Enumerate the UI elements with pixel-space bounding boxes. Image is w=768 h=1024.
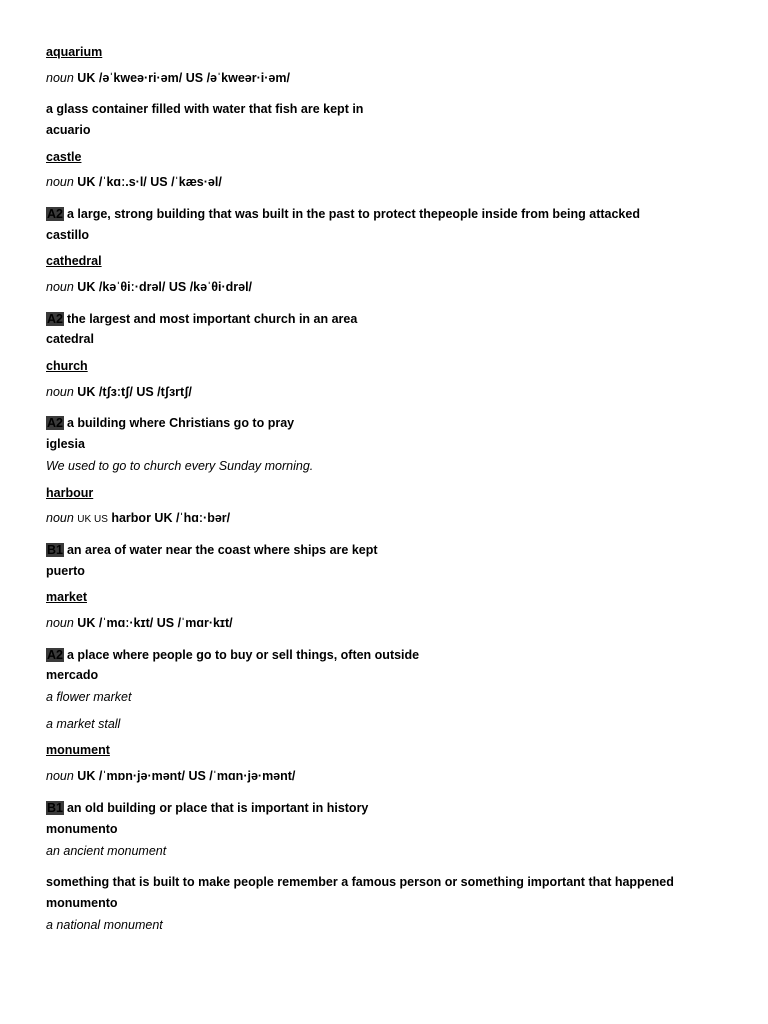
pronunciation-line [46, 510, 230, 528]
uk-ipa: /ˈmɒn·jə·mənt/ [98, 769, 185, 783]
pronunciation-line [46, 70, 290, 86]
part-of-speech: noun [46, 175, 74, 189]
example-phrase: a national monument [46, 918, 163, 932]
level-badge: A2 [47, 207, 63, 221]
definition-line [46, 800, 368, 816]
translation: acuario [46, 123, 91, 137]
uk-ipa: /ˈhɑː·bər/ [175, 511, 231, 525]
headword: harbour [46, 486, 94, 500]
translation: puerto [46, 564, 85, 578]
level-badge: A2 [47, 416, 63, 430]
part-of-speech: noun [46, 511, 74, 525]
definition-line [46, 647, 419, 663]
uk-label: UK [77, 175, 96, 189]
example-phrase: a market stall [46, 717, 121, 731]
example-phrase: an ancient monument [46, 844, 167, 858]
pronunciation-line [46, 768, 295, 784]
translation: mercado [46, 668, 99, 682]
us-ipa: /ˈkæs·əl/ [171, 175, 222, 189]
headword: cathedral [46, 254, 102, 268]
definition: a large, strong building that was built in the past to protect thepeople inside from being attacked [66, 207, 640, 221]
part-of-speech: noun [46, 71, 74, 85]
pronunciation-line [46, 384, 192, 400]
definition: a place where people go to buy or sell things, often outside [66, 648, 420, 662]
definition: a glass container filled with water that fish are kept in [46, 102, 364, 116]
us-label: US [136, 385, 154, 399]
definition: something that is built to make people remember a famous person or something important that happened [46, 875, 674, 889]
part-of-speech: noun [46, 385, 74, 399]
definition-line [46, 206, 640, 222]
example-sentence: We used to go to church every Sunday morning. [46, 459, 314, 473]
translation: monumento [46, 822, 118, 836]
us-ipa: /kəˈθi·drəl/ [189, 280, 253, 294]
us-label: US [150, 175, 168, 189]
spelling-variant: harbor [111, 511, 151, 525]
part-of-speech: noun [46, 280, 74, 294]
us-label: US [185, 71, 204, 85]
headword: castle [46, 150, 82, 164]
us-ipa: /ˈmɑr·kɪt/ [177, 616, 233, 630]
headword: church [46, 359, 88, 373]
us-ipa: /tʃɜrtʃ/ [157, 385, 192, 399]
definition: the largest and most important church in an area [66, 312, 358, 326]
pronunciation-line [46, 279, 252, 295]
uk-label: UK [77, 280, 96, 294]
headword: monument [46, 743, 110, 757]
level-badge: A2 [47, 312, 63, 326]
uk-label: UK [77, 616, 96, 630]
translation: iglesia [46, 437, 85, 451]
region-labels: UK US [77, 514, 108, 525]
level-badge: B1 [47, 543, 63, 557]
uk-ipa: /ˈmɑː·kɪt/ [98, 616, 154, 630]
definition: an area of water near the coast where ships are kept [66, 543, 378, 557]
us-label: US [168, 280, 187, 294]
pronunciation-line [46, 174, 222, 190]
us-label: US [188, 769, 206, 783]
part-of-speech: noun [46, 616, 74, 630]
pronunciation-line [46, 615, 233, 631]
level-badge: B1 [47, 801, 63, 815]
headword: market [46, 590, 87, 604]
us-ipa: /ˈmɑn·jə·mənt/ [209, 769, 296, 783]
uk-label: UK [77, 385, 96, 399]
uk-ipa: /tʃɜːtʃ/ [98, 385, 133, 399]
uk-label: UK [77, 769, 96, 783]
definition-line [46, 542, 378, 558]
part-of-speech: noun [46, 769, 74, 783]
definition: a building where Christians go to pray [66, 416, 295, 430]
level-badge: A2 [47, 648, 63, 662]
uk-label: UK [154, 511, 173, 525]
uk-label: UK [77, 71, 96, 85]
translation: monumento [46, 896, 118, 910]
translation: catedral [46, 332, 94, 346]
headword: aquarium [46, 45, 103, 59]
example-phrase: a flower market [46, 690, 132, 704]
translation: castillo [46, 228, 90, 242]
uk-ipa: /əˈkweə·ri·əm/ [98, 71, 183, 85]
definition-line [46, 415, 294, 431]
definition: an old building or place that is important in history [66, 801, 369, 815]
definition-line [46, 311, 357, 327]
uk-ipa: /ˈkɑː.s·l/ [98, 175, 147, 189]
us-label: US [156, 616, 175, 630]
uk-ipa: /kəˈθiː·drəl/ [98, 280, 166, 294]
us-ipa: /əˈkweər·i·əm/ [206, 71, 290, 85]
